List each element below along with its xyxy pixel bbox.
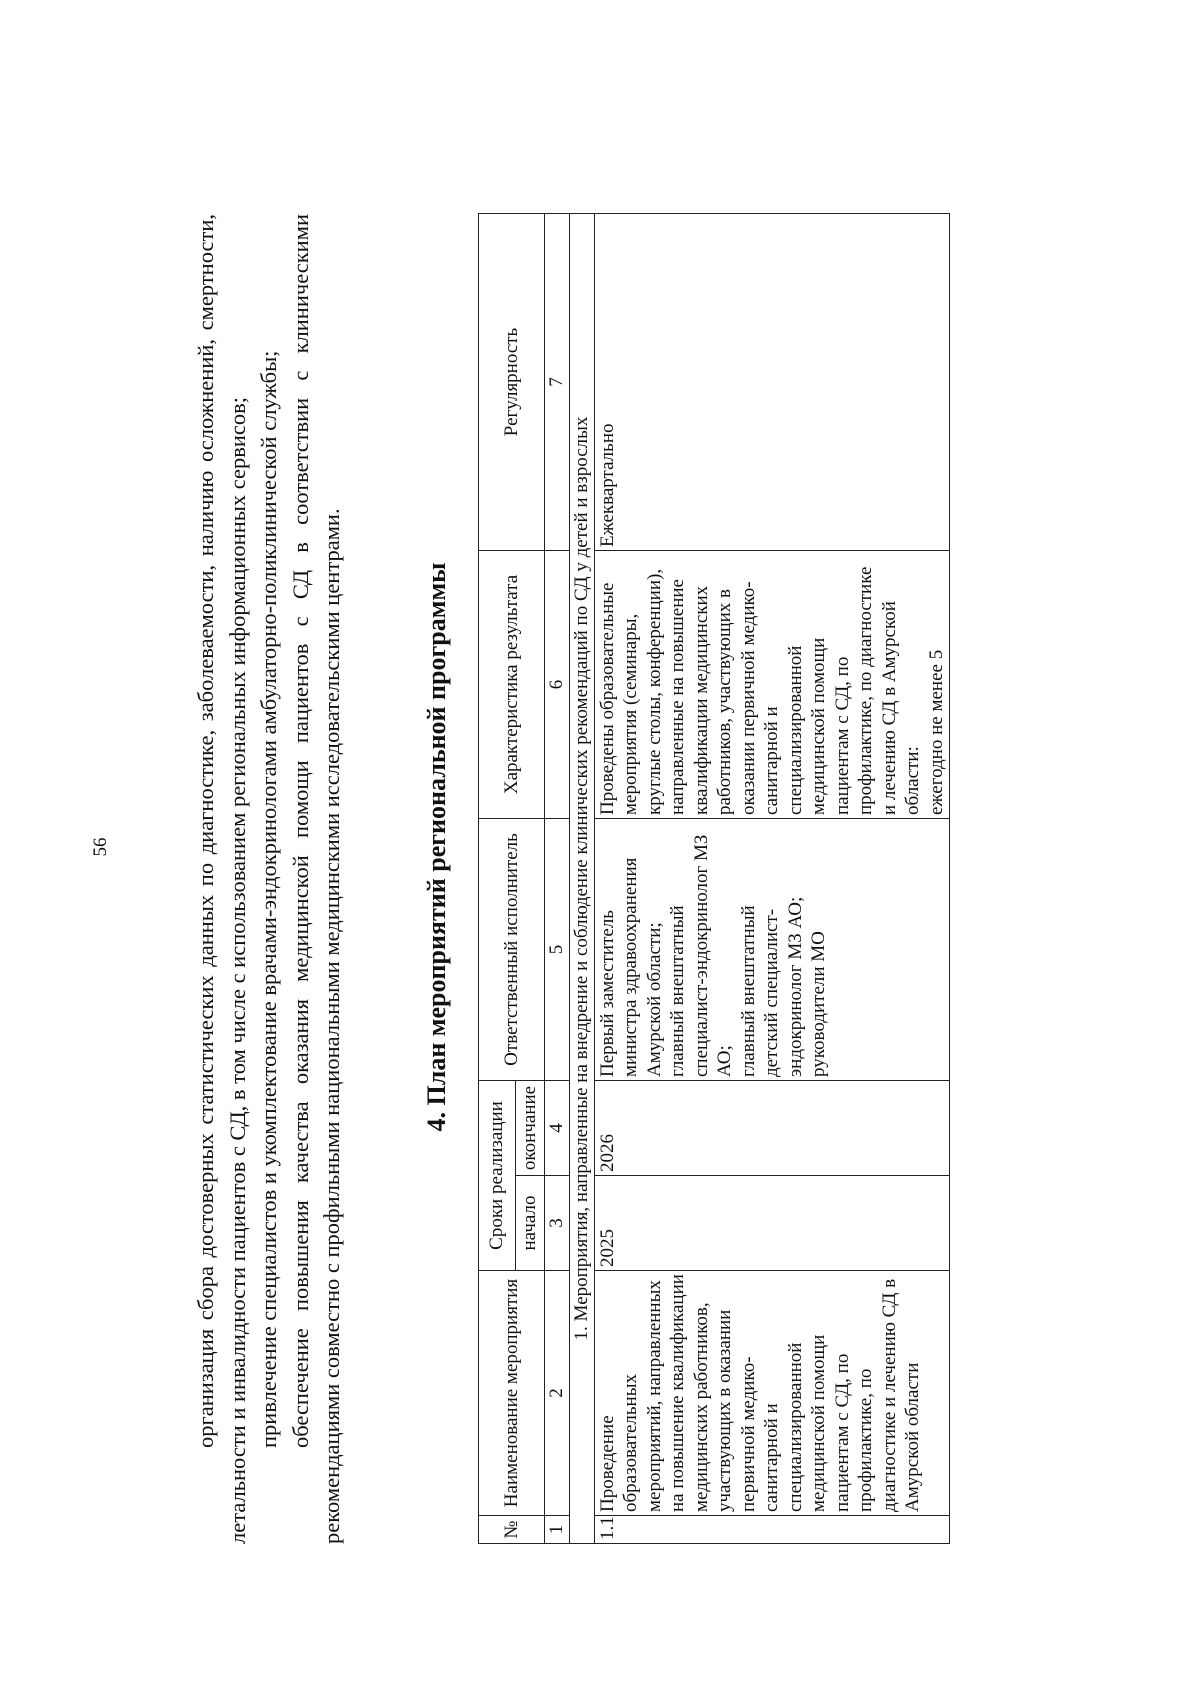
column-number: 1 <box>545 1516 570 1544</box>
page-number: 56 <box>90 837 111 857</box>
intro-paragraph-2: привлечение специалистов и укомплектование врачами-эндокринологами амбулаторно-поликлинической службы; <box>256 350 281 1448</box>
section-row <box>569 214 594 1544</box>
intro-paragraph-3: обеспечение повышения качества оказания медицинской помощи пациентов с СД в соответствии с клиническими рекомендациями совместно с профильными национальными медицинскими исследовательскими центрами. <box>287 214 344 1544</box>
column-number: 6 <box>545 551 570 819</box>
section-title: 4. План мероприятий региональной программы <box>422 562 451 1132</box>
section-row-label: 1. Мероприятия, направленные на внедрение и соблюдение клинических рекомендаций по СД у детей и взрослых <box>569 214 594 1544</box>
column-number: 2 <box>545 1271 570 1516</box>
row-end: 2026 <box>594 1081 950 1176</box>
column-number: 4 <box>545 1081 570 1176</box>
row-regularity: Ежеквартально <box>594 214 950 551</box>
row-executor: Первый заместитель министра здравоохранения Амурской области; главный внештатный специалист-эндокринолог МЗ АО; главный внештатный детский специалист- эндокринолог МЗ АО; руководители МО <box>594 819 950 1081</box>
row-num: 1.1 <box>594 1516 950 1544</box>
column-number: 3 <box>545 1176 570 1271</box>
header-row <box>479 214 516 1544</box>
header-start: начало <box>516 1176 545 1271</box>
row-start: 2025 <box>594 1176 950 1271</box>
header-terms: Сроки реализации <box>479 1081 516 1271</box>
column-number: 5 <box>545 819 570 1081</box>
header-num: № <box>479 1516 545 1544</box>
plan-table <box>478 213 950 1544</box>
header-result: Характеристика результата <box>479 551 545 819</box>
header-end: окончание <box>516 1081 545 1176</box>
column-number: 7 <box>545 214 570 551</box>
column-number-row <box>545 214 570 1544</box>
header-regularity: Регулярность <box>479 214 545 551</box>
table-row <box>594 214 950 1544</box>
intro-text <box>190 214 348 1544</box>
row-result: Проведены образовательные мероприятия (семинары, круглые столы, конференции), направленные на повышение квалификации медицинских работников, участвующих в оказании первичной медико- санитарной и специализированной медицинской помощи пациентам с СД, по профилактике, по диагностике и лечению СД в Амурской области: ежегодно не менее 5 <box>594 551 950 819</box>
intro-paragraph-1: организация сбора достоверных статистических данных по диагностике, заболеваемости, наличию осложнений, смертности, летальности и инвалидности пациентов с СД, в том числе с использованием региональных информационных сервисов; <box>193 214 250 1544</box>
row-name: Проведение образовательных мероприятий, направленных на повышение квалификации медицинских работников, участвующих в оказании первичной медико- санитарной и специализированной медицинской помощи пациентам с СД, по профилактике, по диагностике и лечению СД в Амурской области <box>594 1271 950 1516</box>
header-executor: Ответственный исполнитель <box>479 819 545 1081</box>
header-name: Наименование мероприятия <box>479 1271 545 1516</box>
